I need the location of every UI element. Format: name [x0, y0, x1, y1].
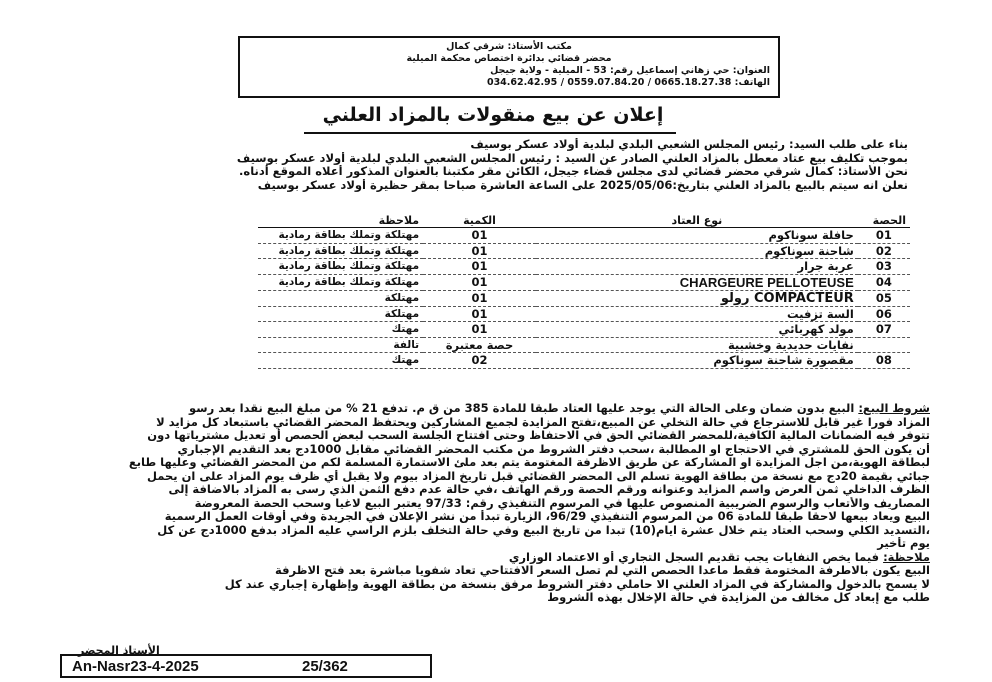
notes-line-first — [50, 551, 930, 565]
cell-item: CHARGEURE PELLOTEUSE — [536, 274, 858, 290]
cell-qty: 01 — [423, 259, 536, 275]
col-note: ملاحظة — [258, 214, 423, 228]
table-row — [258, 322, 910, 338]
cell-item: مقصورة شاحنة سوناكوم — [536, 353, 858, 369]
cell-qty: 01 — [423, 274, 536, 290]
conditions-line: البيع بدون ضمان وعلى الحالة التي يوجد عليها العتاد طبقا للمادة 385 من ق م. تدفع 21 % من مبلغ البيع نقدا بعد رسو — [189, 402, 855, 415]
conditions-line: المصاريف والأتعاب والرسوم الضريبية المنصوص عليها في المرسوم التنفيذي رقم: 97/33 يعتبر البيع لاغيا وسحب الحصة المعروضة — [194, 496, 930, 510]
notes-line: لا يسمح بالدخول والمشاركة في المزاد العلني الا حاملي دفتر الشروط مرفق بنسخة من بطاقة الهوية وإظهارة إجباري عند كل — [224, 577, 930, 591]
cell-lot: 06 — [858, 306, 910, 322]
cell-lot: 02 — [858, 243, 910, 259]
table-row — [258, 337, 910, 353]
cell-qty: 01 — [423, 228, 536, 244]
cell-lot: 03 — [858, 259, 910, 275]
conditions-section — [50, 402, 930, 605]
conditions-label: شروط البيع: — [858, 402, 930, 415]
notice-title: إعلان عن بيع منقولات بالمزاد العلني — [322, 104, 664, 126]
cell-note: تالفة — [258, 337, 423, 353]
header-jurisdiction: محضر قضائي بدائرة اختصاص محكمة الميلية — [406, 53, 612, 64]
title-underline — [304, 132, 676, 134]
cell-qty: 01 — [423, 243, 536, 259]
notice-page — [8, 8, 984, 658]
cell-item: COMPACTEUR رولو — [536, 290, 858, 306]
cell-lot — [858, 337, 910, 353]
conditions-line: أن يكون الحق للمشتري في الاحتجاج او المطالبة ،سحب دفتر الشروط من مكتب المحضر القضائي مقابل 1000دج بعد التقديم الإجباري — [177, 442, 930, 456]
signature: الأستاذ المحضر — [78, 644, 160, 657]
cell-item: مولد كهربائي — [536, 322, 858, 338]
cell-qty: 01 — [423, 306, 536, 322]
conditions-line: الظرف الداخلي ثمن العرض واسم المزايد وعنوانه ورقم الحصة ورقم الهاتف ،في حالة عدم دفع الثمن الذي رسى به المزاد بالاضافة إلى — [168, 483, 930, 496]
intro-line: نعلن انه سيتم بالبيع بالمزاد العلني بتاريخ:2025/05/06 على الساعة العاشرة صباحا بمقر حظيرة أولاد عسكر بوسيف — [257, 178, 908, 192]
conditions-line: يوم تأخير — [877, 537, 930, 550]
cell-lot: 07 — [858, 322, 910, 338]
cell-item: حافلة سوناكوم — [536, 228, 858, 244]
notes-line: طلب مع إبعاد كل مخالف من المزايدة في حالة الإخلال بهذه الشروط — [547, 591, 930, 604]
newspaper-date: An-Nasr23-4-2025 — [72, 657, 199, 675]
table-row — [258, 259, 910, 275]
col-item: نوع العتاد — [536, 214, 858, 228]
table-row — [258, 274, 910, 290]
col-lot: الحصة — [858, 214, 910, 228]
table-row — [258, 290, 910, 306]
cell-qty: 01 — [423, 290, 536, 306]
cell-lot: 04 — [858, 274, 910, 290]
notes-label: ملاحظة: — [883, 550, 930, 564]
ad-reference: 25/362 — [302, 657, 348, 675]
cell-lot: 01 — [858, 228, 910, 244]
items-table — [258, 214, 910, 369]
conditions-line: المزاد فورا غير قابل للاسترجاع في حالة التخلي عن المبيع،تفتح المزايدة لجميع المشاركين ويحتفظ المحضر القضائي باستبعاد كل مزايد لا — [156, 415, 930, 429]
intro-line: بناء على طلب السيد: رئيس المجلس الشعبي البلدي لبلدية أولاد عسكر بوسيف — [470, 138, 908, 151]
cell-note: مهتلكة — [258, 290, 423, 306]
table-row — [258, 228, 910, 244]
cell-qty: 01 — [423, 322, 536, 338]
header-phone: الهاتف: 0665.18.27.38 / 0559.07.84.20 / 034.62.42.95 — [486, 77, 770, 88]
cell-lot: 05 — [858, 290, 910, 306]
conditions-line: تتوفر فيه الضمانات المالية الكافية،للمحضر القضائي الحق في الاحتفاظ وحتى افتتاح الجلسة السحب لبعض الحصص أو تعديل مشترياتها دون — [147, 429, 930, 442]
conditions-line: ،التسديد الكلي وسحب العتاد يتم خلال عشرة ايام(10) تبدا من تاريخ البيع وفي حالة التخلف بلزم الراسي عليه المزاد بدفع 1000دج عن كل — [157, 523, 930, 537]
table-row — [258, 243, 910, 259]
header-address: العنوان: حي زهاني إسماعيل رقم: 53 - الميلية - ولاية جيجل — [490, 65, 770, 76]
intro-line: بموجب تكليف بيع عتاد معطل بالمزاد العلني الصادر عن السيد : رئيس المجلس الشعبي البلدي لبلدية أولاد عسكر بوسيف — [236, 151, 908, 165]
cell-item: السة تزفيت — [536, 306, 858, 322]
cell-note: مهتك — [258, 353, 423, 369]
cell-note: مهتلكة وتملك بطاقة رمادية — [258, 259, 423, 275]
conditions-line: لبطاقة الهوية،من اجل المزايدة او المشاركة عن طريق الاظرفة المغتومة يتم بعد ملئ الاستمارة المسلمة لكم من المحضر القضائي وعليها طابع — [128, 456, 930, 469]
cell-note: مهتلكة وتملك بطاقة رمادية — [258, 228, 423, 244]
conditions-line: جبائي بقيمة 20دج مع نسخة من بطاقة الهوية تسلم الى المحضر القضائي قبل تاريخ المزاد بيوم ولا يقبل أي ظرف يوم المزاد على ان يحمل — [147, 469, 930, 483]
cell-note: مهتلكة وتملك بطاقة رمادية — [258, 243, 423, 259]
conditions-line-first — [50, 402, 930, 416]
table-row — [258, 353, 910, 369]
cell-note: مهتلكة — [258, 306, 423, 322]
cell-item: شاحنة سوناكوم — [536, 243, 858, 259]
header-office: مكتب الأستاذ: شرقي كمال — [446, 41, 572, 52]
conditions-line: البيع ويعاد بيعها لاحقا طبقا للمادة 06 من المرسوم التنفيذي 96/29، الزيارة تبدأ من نشر الإعلان في الجريدة وفي أوقات العمل الرسمية — [164, 510, 930, 523]
publication-footer — [60, 654, 432, 678]
col-qty: الكمية — [423, 214, 536, 228]
cell-note: مهتك — [258, 322, 423, 338]
intro-line: نحن الأستاذ: كمال شرقي محضر قضائي لدى مجلس قضاء جيجل، الكائن مقر مكتبنا بالعنوان المذكور أعلاه الموقع أدناه. — [239, 165, 908, 178]
cell-qty: حصة معتبرة — [423, 337, 536, 353]
cell-item: عربة جرار — [536, 259, 858, 275]
bailiff-header-box — [238, 36, 780, 98]
cell-lot: 08 — [858, 353, 910, 369]
table-row — [258, 306, 910, 322]
cell-item: نفايات حديدية وخشبية — [536, 337, 858, 353]
table-header-row — [258, 214, 910, 228]
cell-note: مهتلكة وتملك بطاقة رمادية — [258, 274, 423, 290]
notes-line: البيع يكون بالاطرفة المختومة فقط ماعدا الحصص التي لم تصل السعر الافتتاحي تعاد شفويا مباشرة بعد فتح الاظرفة — [274, 564, 930, 577]
cell-qty: 02 — [423, 353, 536, 369]
notes-line: فيما يخص النفايات يجب تقديم السجل التجاري أو الاعتماد الوزاري — [508, 550, 880, 564]
intro-paragraph — [178, 138, 908, 192]
